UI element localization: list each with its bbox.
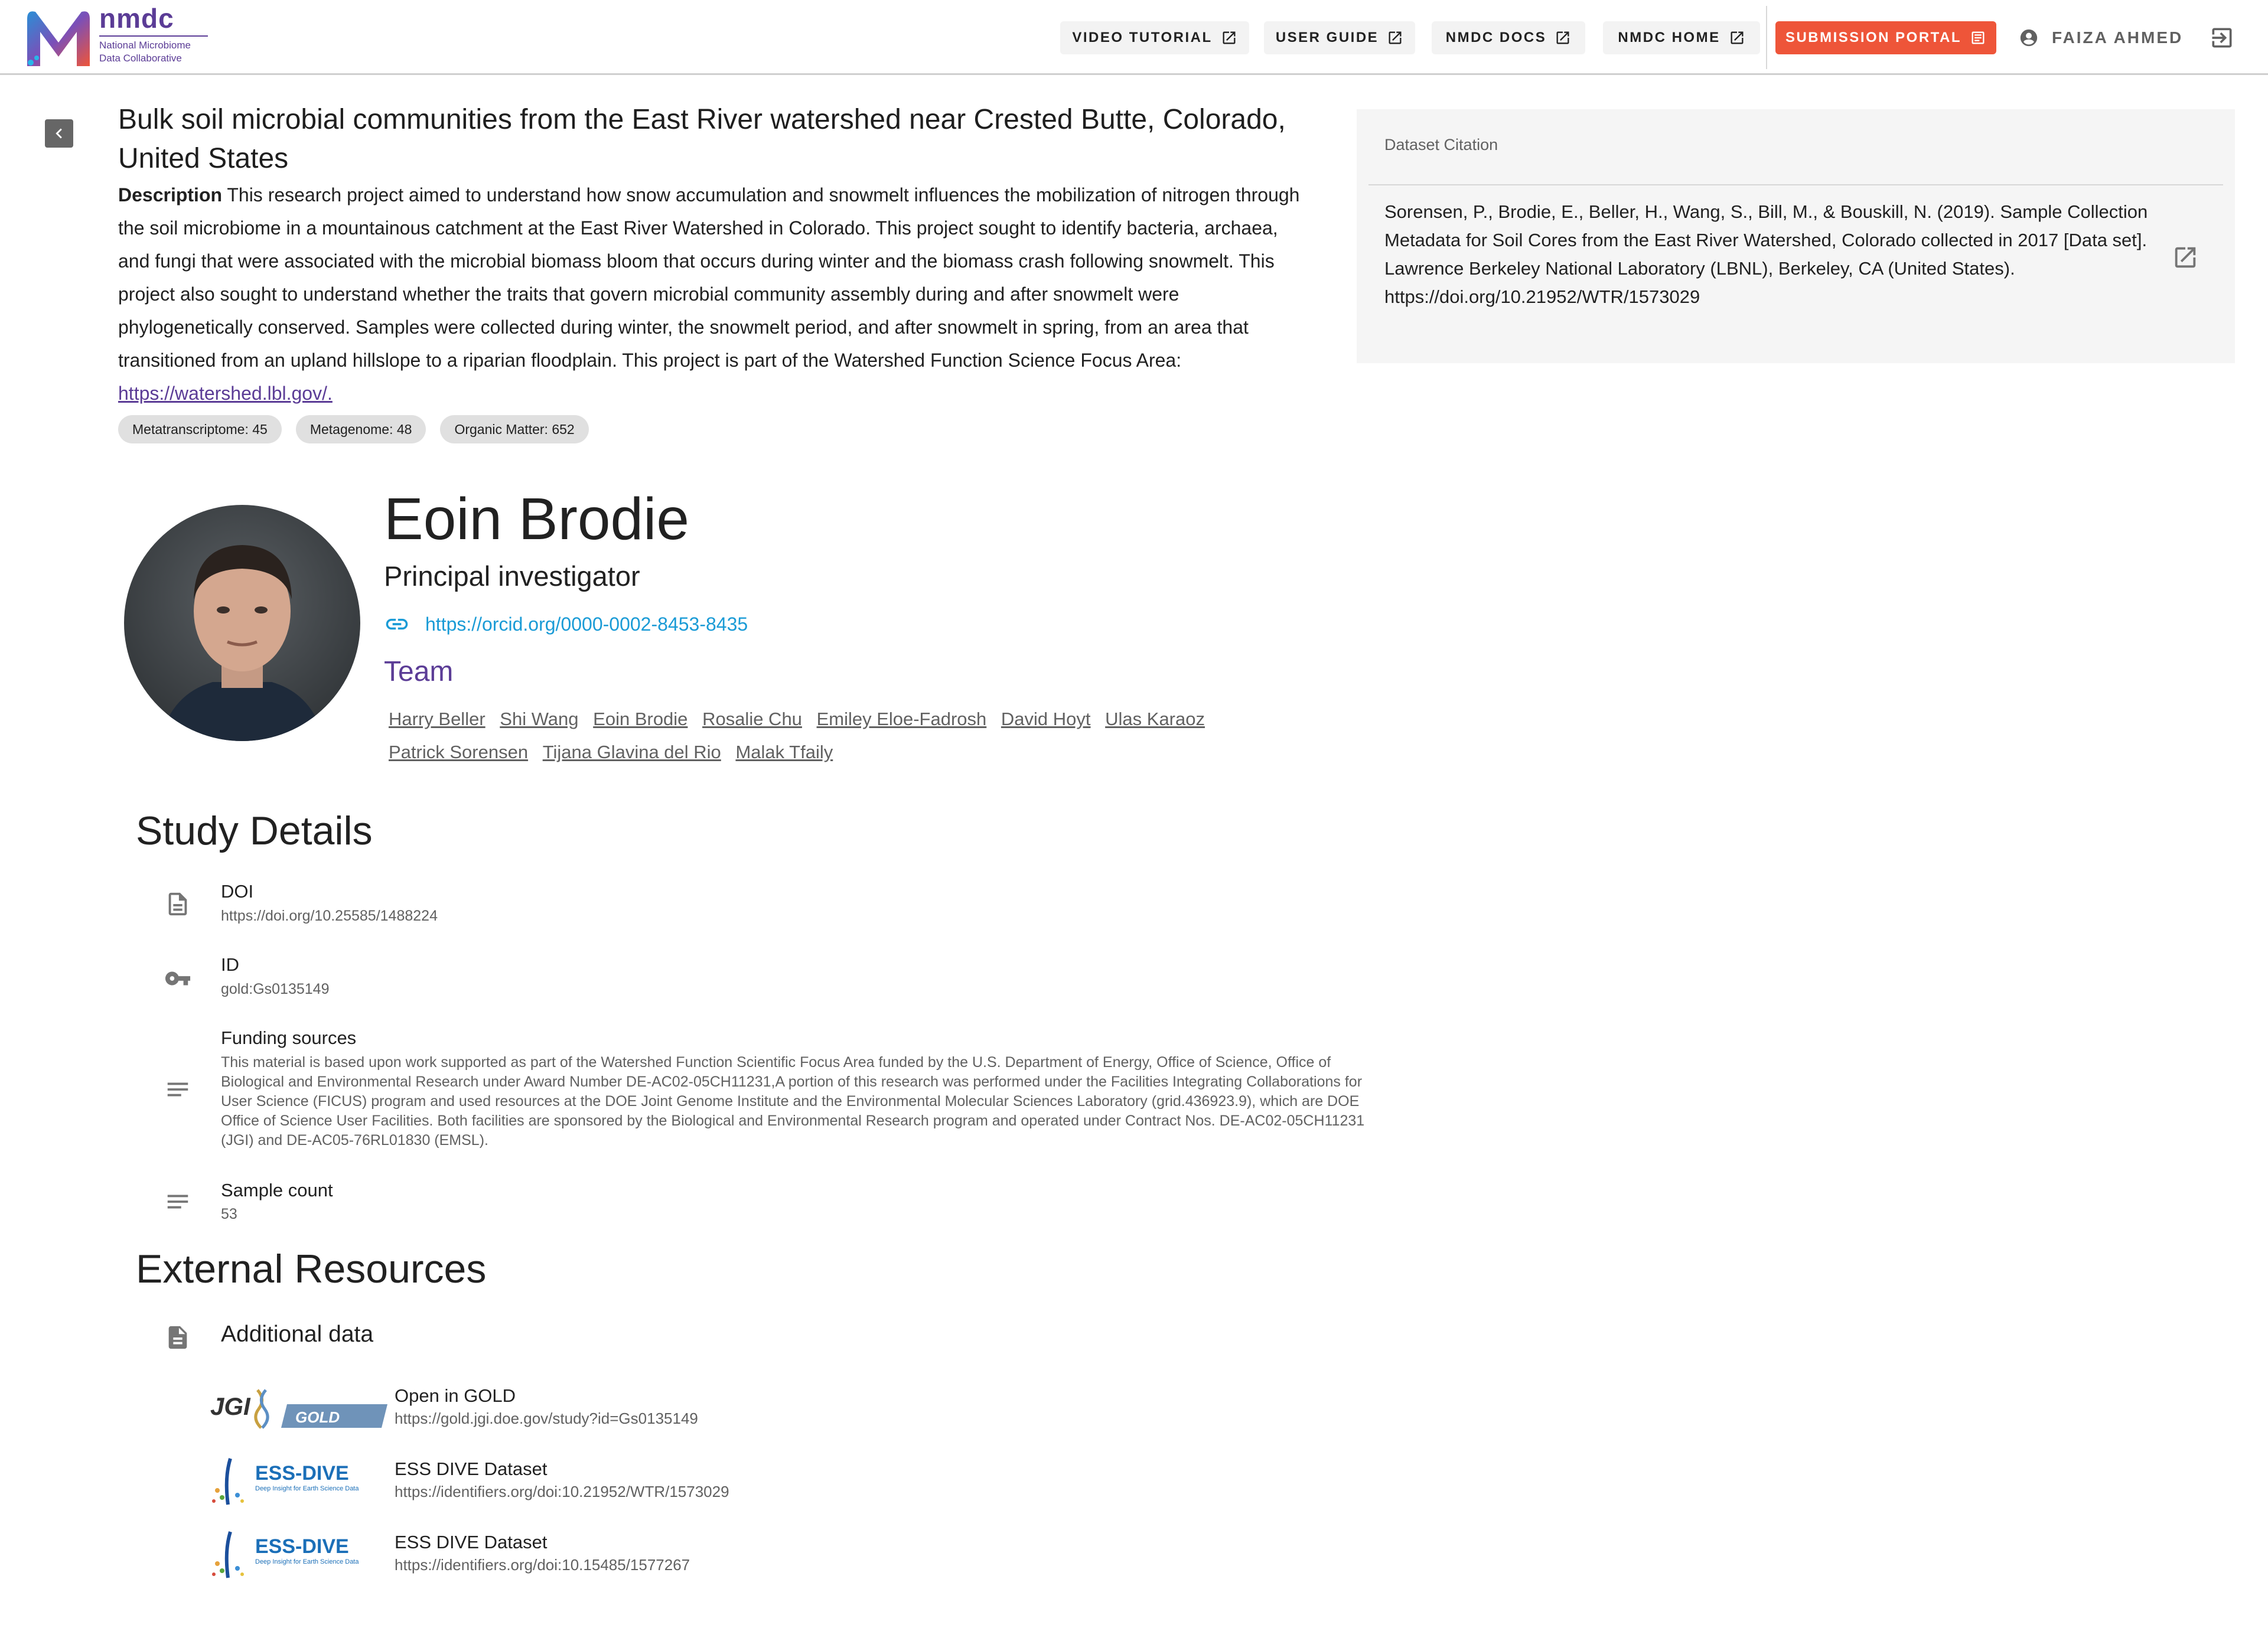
citation-text: Sorensen, P., Brodie, E., Beller, H., Wang, S., Bill, M., & Bouskill, N. (2019). Sample Collection Metadata for Soil Cores from the East River Watershed, Colorado collected in 2017 [Data set]. Lawrence Berkeley National Laboratory (LBNL), Berkeley, CA (United States). https://doi.org/10.21952/WTR/1573029	[1384, 201, 2148, 307]
nav-divider	[1766, 6, 1767, 69]
description-text: This research project aimed to understand how snow accumulation and snowmelt influences the mobilization of nitrogen through the soil microbiome in a mountainous catchment at the East River Watershed in Colorado. This project sought to identify bacteria, archaea, and fungi that were associated with the microbial biomass bloom that occurs during winter and the biomass crash following snowmelt. This project also sought to understand whether the traits that govern microbial community assembly during and after snowmelt were phylogenetically conserved. Samples were collected during winter, the snowmelt period, and after snowmelt in spring, from an area that transitioned from an upland hillslope to a riparian floodplain. This project is part of the Watershed Function Science Focus Area:	[118, 184, 1300, 371]
nmdc-logo-icon[interactable]	[24, 7, 93, 70]
team-member[interactable]: Shi Wang	[500, 709, 579, 729]
resource-url-ess-dive[interactable]: https://identifiers.org/doi:10.15485/1577267	[395, 1556, 690, 1574]
user-guide-label: USER GUIDE	[1275, 30, 1379, 45]
doi-label: DOI	[221, 881, 254, 902]
ess-dive-logo[interactable]	[207, 1527, 387, 1580]
team-member[interactable]: Ulas Karaoz	[1105, 709, 1205, 729]
citation-label: Dataset Citation	[1384, 136, 1498, 154]
citation-divider	[1368, 184, 2223, 185]
study-details-heading: Study Details	[136, 808, 373, 853]
ess-dive-logo-tagline: Deep Insight for Earth Science Data	[255, 1485, 359, 1492]
resource-title-ess-dive[interactable]: ESS DIVE Dataset	[395, 1532, 548, 1552]
document-icon	[164, 890, 191, 918]
document-icon	[164, 1324, 191, 1351]
submission-portal-button[interactable]	[1775, 21, 1996, 54]
team-member[interactable]: Tijana Glavina del Rio	[542, 742, 721, 762]
pi-name: Eoin Brodie	[384, 486, 689, 552]
brand-subtitle-line1: National Microbiome	[99, 40, 191, 51]
user-guide-button[interactable]	[1264, 21, 1415, 54]
external-resources-heading: External Resources	[136, 1247, 487, 1291]
id-label: ID	[221, 954, 239, 975]
notes-icon	[164, 1188, 191, 1215]
team-member[interactable]: Eoin Brodie	[593, 709, 688, 729]
team-member[interactable]: David Hoyt	[1001, 709, 1091, 729]
brand-divider	[99, 35, 208, 37]
open-in-new-icon	[1387, 30, 1403, 46]
additional-data-label: Additional data	[221, 1322, 374, 1347]
open-in-new-icon[interactable]	[2172, 244, 2199, 271]
doi-value[interactable]: https://doi.org/10.25585/1488224	[221, 908, 438, 924]
notes-icon	[164, 1076, 191, 1103]
team-list	[384, 703, 1240, 769]
video-tutorial-label: VIDEO TUTORIAL	[1072, 30, 1213, 45]
brand-wordmark: nmdc	[99, 3, 174, 34]
nmdc-home-label: NMDC HOME	[1618, 30, 1720, 45]
logout-icon[interactable]	[2209, 25, 2235, 51]
pi-role: Principal investigator	[384, 560, 640, 592]
open-in-new-icon	[1555, 30, 1571, 46]
resource-url-gold[interactable]: https://gold.jgi.doe.gov/study?id=Gs0135149	[395, 1410, 698, 1427]
team-member[interactable]: Harry Beller	[389, 709, 485, 729]
submission-portal-label: SUBMISSION PORTAL	[1785, 30, 1962, 45]
document-list-icon	[1970, 30, 1986, 46]
brand-subtitle	[99, 39, 191, 65]
chip-metagenome[interactable]: Metagenome: 48	[296, 415, 426, 443]
chevron-left-icon	[49, 123, 69, 143]
orcid-url: https://orcid.org/0000-0002-8453-8435	[425, 613, 748, 635]
account-circle-icon	[2019, 28, 2039, 48]
id-value: gold:Gs0135149	[221, 981, 330, 997]
chip-organic-matter[interactable]: Organic Matter: 652	[440, 415, 588, 443]
team-member[interactable]: Patrick Sorensen	[389, 742, 529, 762]
sample-count-value: 53	[221, 1206, 237, 1222]
pi-avatar	[124, 505, 360, 741]
top-app-bar	[0, 0, 2268, 75]
ess-dive-logo-text: ESS-DIVE	[255, 1535, 349, 1558]
team-member[interactable]: Emiley Eloe-Fadrosh	[816, 709, 987, 729]
jgi-gold-logo[interactable]	[207, 1381, 387, 1434]
team-member[interactable]: Rosalie Chu	[702, 709, 802, 729]
chip-metatranscriptome[interactable]: Metatranscriptome: 45	[118, 415, 282, 443]
watershed-link[interactable]: https://watershed.lbl.gov/.	[118, 383, 333, 404]
link-icon	[384, 611, 410, 637]
nmdc-docs-button[interactable]	[1432, 21, 1585, 54]
description-label: Description	[118, 184, 223, 205]
dataset-citation-card	[1357, 109, 2235, 363]
omics-chip-list	[118, 415, 589, 443]
nmdc-docs-label: NMDC DOCS	[1445, 30, 1547, 45]
gold-logo-text: GOLD	[295, 1408, 340, 1426]
orcid-link[interactable]	[384, 611, 748, 637]
ess-dive-logo[interactable]	[207, 1454, 387, 1507]
team-member[interactable]: Malak Tfaily	[735, 742, 833, 762]
study-title: Bulk soil microbial communities from the East River watershed near Crested Butte, Colorado, United States	[118, 104, 1286, 174]
nmdc-home-button[interactable]	[1603, 21, 1760, 54]
user-name: FAIZA AHMED	[2052, 28, 2184, 47]
study-description	[118, 178, 1305, 410]
jgi-logo-text: JGI	[210, 1392, 250, 1420]
key-icon	[164, 965, 191, 992]
video-tutorial-button[interactable]	[1060, 21, 1249, 54]
ess-dive-logo-tagline: Deep Insight for Earth Science Data	[255, 1558, 359, 1565]
open-in-new-icon	[1729, 30, 1745, 46]
user-account-button[interactable]	[2019, 21, 2183, 54]
open-in-new-icon	[1221, 30, 1237, 46]
resource-title-gold[interactable]: Open in GOLD	[395, 1385, 516, 1406]
back-button[interactable]	[45, 119, 73, 148]
funding-value: This material is based upon work supported as part of the Watershed Function Scientific Focus Area funded by the U.S. Department of Energy, Office of Science, Office of Biological and Environmental Research under Award Number DE-AC02-05CH11231,A portion of this research was performed under the Facilities Integrating Collaborations for User Science (FICUS) program and used resources at the DOE Joint Genome Institute and the Environmental Molecular Sciences Laboratory (grid.436923.9), which are DOE Office of Science User Facilities. Both facilities are sponsored by the Biological and Environmental Research program and operated under Contract Nos. DE-AC02-05CH11231 (JGI) and DE-AC05-76RL01830 (EMSL).	[221, 1054, 1365, 1149]
resource-title-ess-dive[interactable]: ESS DIVE Dataset	[395, 1459, 548, 1479]
funding-label: Funding sources	[221, 1027, 357, 1048]
resource-url-ess-dive[interactable]: https://identifiers.org/doi:10.21952/WTR/1573029	[395, 1483, 729, 1500]
team-heading: Team	[384, 656, 454, 687]
ess-dive-logo-text: ESS-DIVE	[255, 1462, 349, 1485]
brand-subtitle-line2: Data Collaborative	[99, 53, 182, 64]
sample-count-label: Sample count	[221, 1180, 333, 1200]
